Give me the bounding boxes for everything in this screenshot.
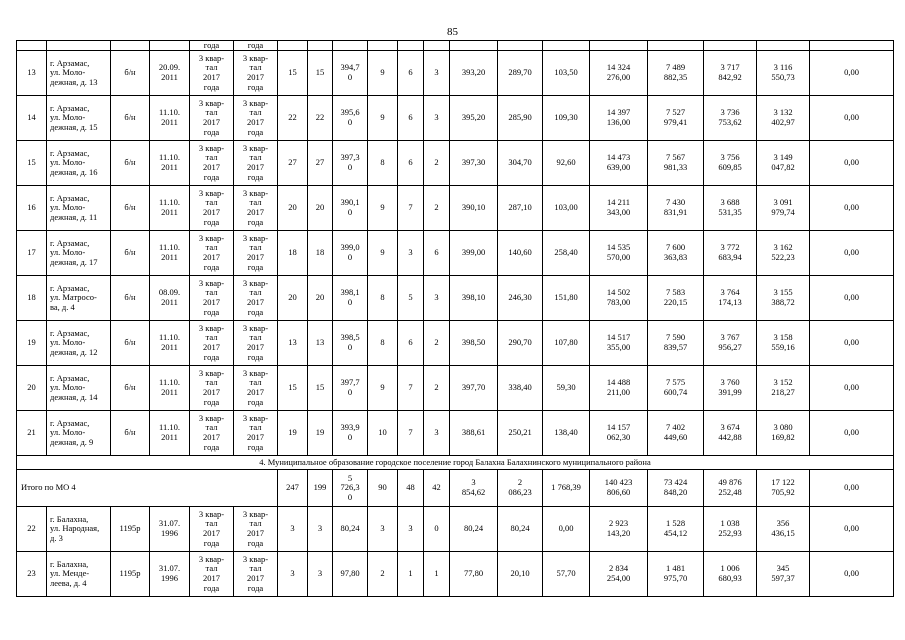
table-row (17, 552, 894, 597)
cell-n: 21 (17, 411, 47, 456)
cell-p2: 13 (308, 321, 333, 366)
cell-m4: 3 152 218,27 (757, 366, 810, 411)
cell-p1: 20 (278, 186, 308, 231)
cell-a2: 80,24 (450, 507, 498, 552)
cell-qh: 3 квар- тал 2017 года (190, 552, 234, 597)
cell-m1: 14 473 639,00 (590, 141, 648, 186)
total-f1: 90 (368, 470, 398, 507)
total-f3: 42 (424, 470, 450, 507)
cell-m2: 7 567 981,33 (648, 141, 704, 186)
cell-date: 11.10. 2011 (150, 366, 190, 411)
cell-addr: г. Арзамас, ул. Моло- дежная, д. 12 (47, 321, 111, 366)
cell-f2: 1 (398, 552, 424, 597)
cell-a2: 390,10 (450, 186, 498, 231)
cell-addr: г. Арзамас, ул. Моло- дежная, д. 17 (47, 231, 111, 276)
cell-m5: 0,00 (810, 411, 894, 456)
cell-m4: 3 116 550,73 (757, 51, 810, 96)
total-m4: 17 122 705,92 (757, 470, 810, 507)
cell-f2: 5 (398, 276, 424, 321)
cell-date: 31.07. 1996 (150, 507, 190, 552)
page-number: 85 (447, 26, 458, 38)
cell-p2: 3 (308, 552, 333, 597)
table-row (17, 186, 894, 231)
cell-m3: 3 688 531,35 (704, 186, 757, 231)
cell-a1: 397,7 0 (333, 366, 368, 411)
cell-a3: 140,60 (498, 231, 543, 276)
cell-a1: 97,80 (333, 552, 368, 597)
total-label: Итого по МО 4 (17, 470, 278, 507)
cell-date: 11.10. 2011 (150, 231, 190, 276)
cell-m1: 14 397 136,00 (590, 96, 648, 141)
cell-a1: 393,9 0 (333, 411, 368, 456)
cell-f3: 0 (424, 507, 450, 552)
total-m1: 140 423 806,60 (590, 470, 648, 507)
cell-a4: 107,80 (543, 321, 590, 366)
cell-m1: 2 923 143,20 (590, 507, 648, 552)
table-row (17, 411, 894, 456)
cell-a2: 388,61 (450, 411, 498, 456)
cell-qh: 3 квар- тал 2017 года (190, 276, 234, 321)
cell-n: 22 (17, 507, 47, 552)
cell-a3: 304,70 (498, 141, 543, 186)
cell-a1: 390,1 0 (333, 186, 368, 231)
cell-p1: 3 (278, 552, 308, 597)
cell-m3: 3 767 956,27 (704, 321, 757, 366)
cell-a3: 338,40 (498, 366, 543, 411)
cell-p2: 19 (308, 411, 333, 456)
cell-qe: 3 квар- тал 2017 года (234, 276, 278, 321)
cell-m1: 14 502 783,00 (590, 276, 648, 321)
cell-m5: 0,00 (810, 507, 894, 552)
cell-addr: г. Арзамас, ул. Моло- дежная, д. 15 (47, 96, 111, 141)
cell-m5: 0,00 (810, 366, 894, 411)
cell-m3: 3 756 609,85 (704, 141, 757, 186)
cell-m4: 3 158 559,16 (757, 321, 810, 366)
cell-m3: 3 717 842,92 (704, 51, 757, 96)
cell-p2: 15 (308, 366, 333, 411)
cell-doc: 1195р (111, 552, 150, 597)
cell-qe: 3 квар- тал 2017 года (234, 141, 278, 186)
cell-a2: 393,20 (450, 51, 498, 96)
cell-n: 23 (17, 552, 47, 597)
cell-f3: 3 (424, 276, 450, 321)
cell-m5: 0,00 (810, 141, 894, 186)
cell-m2: 7 402 449,60 (648, 411, 704, 456)
cell-p1: 27 (278, 141, 308, 186)
cell-a4: 59,30 (543, 366, 590, 411)
cell-date: 11.10. 2011 (150, 411, 190, 456)
cell-a1: 399,0 0 (333, 231, 368, 276)
total-row (17, 470, 894, 507)
cell-f1: 8 (368, 321, 398, 366)
cell-a2: 395,20 (450, 96, 498, 141)
cell-f3: 3 (424, 411, 450, 456)
cell-a4: 92,60 (543, 141, 590, 186)
cell-f1: 9 (368, 186, 398, 231)
cell-qh: 3 квар- тал 2017 года (190, 321, 234, 366)
cell-f3: 3 (424, 96, 450, 141)
cell-m5: 0,00 (810, 51, 894, 96)
cell-m1: 14 211 343,00 (590, 186, 648, 231)
cell-a4: 103,50 (543, 51, 590, 96)
cell-addr: г. Арзамас, ул. Моло- дежная, д. 13 (47, 51, 111, 96)
cell-date: 31.07. 1996 (150, 552, 190, 597)
cell-m3: 3 764 174,13 (704, 276, 757, 321)
cell-a4: 103,00 (543, 186, 590, 231)
cell-addr: г. Балахна, ул. Менде- леева, д. 4 (47, 552, 111, 597)
cell-addr: г. Балахна, ул. Народная, д. 3 (47, 507, 111, 552)
cell-a3: 285,90 (498, 96, 543, 141)
table-row (17, 276, 894, 321)
cell-f3: 1 (424, 552, 450, 597)
cell-p1: 15 (278, 51, 308, 96)
cell-qe: 3 квар- тал 2017 года (234, 321, 278, 366)
cell-doc: б/н (111, 231, 150, 276)
total-m3: 49 876 252,48 (704, 470, 757, 507)
cell-n: 15 (17, 141, 47, 186)
cell-m2: 7 430 831,91 (648, 186, 704, 231)
cell-a4: 0,00 (543, 507, 590, 552)
cell-doc: б/н (111, 321, 150, 366)
cell-n: 20 (17, 366, 47, 411)
cell-doc: б/н (111, 276, 150, 321)
total-p1: 247 (278, 470, 308, 507)
cell-a2: 398,50 (450, 321, 498, 366)
cell-f2: 3 (398, 231, 424, 276)
cell-p2: 27 (308, 141, 333, 186)
cell-f3: 3 (424, 51, 450, 96)
cell-doc: б/н (111, 366, 150, 411)
cell-p1: 13 (278, 321, 308, 366)
cell-m5: 0,00 (810, 231, 894, 276)
cell-m2: 7 600 363,83 (648, 231, 704, 276)
cell-qh: 3 квар- тал 2017 года (190, 366, 234, 411)
cell-date: 11.10. 2011 (150, 141, 190, 186)
cell-f2: 3 (398, 507, 424, 552)
cell-a3: 250,21 (498, 411, 543, 456)
cell-f2: 7 (398, 366, 424, 411)
cell-m1: 14 324 276,00 (590, 51, 648, 96)
cell-n: 18 (17, 276, 47, 321)
table-row (17, 231, 894, 276)
cell-f3: 2 (424, 366, 450, 411)
cell-n: 16 (17, 186, 47, 231)
cell-f2: 7 (398, 411, 424, 456)
cell-qh: 3 квар- тал 2017 года (190, 231, 234, 276)
cell-a1: 398,1 0 (333, 276, 368, 321)
cell-a3: 80,24 (498, 507, 543, 552)
cell-m4: 3 080 169,82 (757, 411, 810, 456)
cell-p1: 19 (278, 411, 308, 456)
cell-m2: 7 590 839,57 (648, 321, 704, 366)
cell-p2: 20 (308, 276, 333, 321)
cell-addr: г. Арзамас, ул. Матросо- ва, д. 4 (47, 276, 111, 321)
cell-a4: 151,80 (543, 276, 590, 321)
table-row (17, 96, 894, 141)
cell-p2: 18 (308, 231, 333, 276)
cell-doc: б/н (111, 186, 150, 231)
cell-f2: 6 (398, 96, 424, 141)
total-m2: 73 424 848,20 (648, 470, 704, 507)
cell-m1: 2 834 254,00 (590, 552, 648, 597)
table-row (17, 141, 894, 186)
cell-a1: 394,7 0 (333, 51, 368, 96)
cell-f3: 2 (424, 186, 450, 231)
cell-a2: 397,70 (450, 366, 498, 411)
cell-doc: б/н (111, 96, 150, 141)
cell-n: 19 (17, 321, 47, 366)
cell-m5: 0,00 (810, 321, 894, 366)
cell-m3: 3 772 683,94 (704, 231, 757, 276)
cell-addr: г. Арзамас, ул. Моло- дежная, д. 16 (47, 141, 111, 186)
cell-m3: 3 736 753,62 (704, 96, 757, 141)
cell-qh: 3 квар- тал 2017 года (190, 51, 234, 96)
cell-doc: 1195р (111, 507, 150, 552)
cell-m2: 7 575 600,74 (648, 366, 704, 411)
cell-qh: 3 квар- тал 2017 года (190, 186, 234, 231)
cell-m1: 14 535 570,00 (590, 231, 648, 276)
total-a2: 3 854,62 (450, 470, 498, 507)
cell-qh: 3 квар- тал 2017 года (190, 141, 234, 186)
cell-f3: 2 (424, 141, 450, 186)
cell-a1: 397,3 0 (333, 141, 368, 186)
cell-m2: 1 481 975,70 (648, 552, 704, 597)
cell-qh: 3 квар- тал 2017 года (190, 96, 234, 141)
section-title: 4. Муниципальное образование городское поселение город Балахна Балахнинского муниципального района (17, 456, 894, 470)
cell-qh: 3 квар- тал 2017 года (190, 507, 234, 552)
cell-qh: 3 квар- тал 2017 года (190, 411, 234, 456)
cell-f2: 6 (398, 51, 424, 96)
total-m5: 0,00 (810, 470, 894, 507)
total-f2: 48 (398, 470, 424, 507)
cell-a4: 57,70 (543, 552, 590, 597)
cell-m1: 14 488 211,00 (590, 366, 648, 411)
total-p2: 199 (308, 470, 333, 507)
cell-m2: 7 489 882,35 (648, 51, 704, 96)
cell-m3: 3 760 391,99 (704, 366, 757, 411)
cell-f1: 9 (368, 96, 398, 141)
cell-quarter-end: года (234, 41, 278, 51)
cell-p1: 18 (278, 231, 308, 276)
cell-a4: 109,30 (543, 96, 590, 141)
cell-m2: 1 528 454,12 (648, 507, 704, 552)
cell-p2: 15 (308, 51, 333, 96)
cell-m3: 1 038 252,93 (704, 507, 757, 552)
cell-qe: 3 квар- тал 2017 года (234, 366, 278, 411)
cell-doc: б/н (111, 51, 150, 96)
cell-f1: 10 (368, 411, 398, 456)
cell-m5: 0,00 (810, 276, 894, 321)
cell-m4: 3 132 402,97 (757, 96, 810, 141)
cell-f3: 6 (424, 231, 450, 276)
cell-m4: 345 597,37 (757, 552, 810, 597)
cell-f1: 2 (368, 552, 398, 597)
cell-qe: 3 квар- тал 2017 года (234, 507, 278, 552)
cell-p1: 15 (278, 366, 308, 411)
cell-m4: 3 162 522,23 (757, 231, 810, 276)
cell-m5: 0,00 (810, 186, 894, 231)
section-row (17, 456, 894, 470)
cell-f1: 9 (368, 51, 398, 96)
cell-p1: 3 (278, 507, 308, 552)
cell-addr: г. Арзамас, ул. Моло- дежная, д. 11 (47, 186, 111, 231)
cell-a1: 395,6 0 (333, 96, 368, 141)
cell-date: 11.10. 2011 (150, 96, 190, 141)
cell-doc: б/н (111, 141, 150, 186)
cell-f2: 6 (398, 141, 424, 186)
cell-date: 20.09. 2011 (150, 51, 190, 96)
cell-f2: 6 (398, 321, 424, 366)
cell-doc: б/н (111, 411, 150, 456)
cell-qe: 3 квар- тал 2017 года (234, 231, 278, 276)
table-row-top (17, 41, 894, 51)
cell-a3: 289,70 (498, 51, 543, 96)
cell-f1: 8 (368, 276, 398, 321)
cell-m5: 0,00 (810, 552, 894, 597)
cell-qe: 3 квар- тал 2017 года (234, 186, 278, 231)
cell-qe: 3 квар- тал 2017 года (234, 51, 278, 96)
cell-m1: 14 517 355,00 (590, 321, 648, 366)
cell-addr: г. Арзамас, ул. Моло- дежная, д. 14 (47, 366, 111, 411)
table-row (17, 366, 894, 411)
cell-n: 17 (17, 231, 47, 276)
cell-f1: 9 (368, 231, 398, 276)
table-row (17, 507, 894, 552)
cell-a3: 287,10 (498, 186, 543, 231)
cell-date: 11.10. 2011 (150, 321, 190, 366)
cell-a2: 398,10 (450, 276, 498, 321)
cell-a4: 258,40 (543, 231, 590, 276)
cell-p2: 3 (308, 507, 333, 552)
table-row (17, 51, 894, 96)
cell-m4: 3 091 979,74 (757, 186, 810, 231)
cell-m1: 14 157 062,30 (590, 411, 648, 456)
cell-date: 11.10. 2011 (150, 186, 190, 231)
cell-m2: 7 583 220,15 (648, 276, 704, 321)
total-a3: 2 086,23 (498, 470, 543, 507)
cell-f1: 9 (368, 366, 398, 411)
cell-f1: 8 (368, 141, 398, 186)
cell-n: 13 (17, 51, 47, 96)
cell-a4: 138,40 (543, 411, 590, 456)
cell-a3: 290,70 (498, 321, 543, 366)
cell-qe: 3 квар- тал 2017 года (234, 411, 278, 456)
cell-a1: 80,24 (333, 507, 368, 552)
cell-a2: 399,00 (450, 231, 498, 276)
cell-addr: г. Арзамас, ул. Моло- дежная, д. 9 (47, 411, 111, 456)
cell-m3: 1 006 680,93 (704, 552, 757, 597)
housing-table (16, 40, 894, 597)
cell-a3: 246,30 (498, 276, 543, 321)
cell-m4: 356 436,15 (757, 507, 810, 552)
cell-date: 08.09. 2011 (150, 276, 190, 321)
cell-p2: 22 (308, 96, 333, 141)
cell-qe: 3 квар- тал 2017 года (234, 552, 278, 597)
total-a1: 5 726,3 0 (333, 470, 368, 507)
cell-p2: 20 (308, 186, 333, 231)
cell-a3: 20,10 (498, 552, 543, 597)
cell-m2: 7 527 979,41 (648, 96, 704, 141)
cell-f2: 7 (398, 186, 424, 231)
cell-a2: 77,80 (450, 552, 498, 597)
cell-qe: 3 квар- тал 2017 года (234, 96, 278, 141)
cell-m4: 3 155 388,72 (757, 276, 810, 321)
table-row (17, 321, 894, 366)
cell-m5: 0,00 (810, 96, 894, 141)
cell-m4: 3 149 047,82 (757, 141, 810, 186)
total-a4: 1 768,39 (543, 470, 590, 507)
cell-p1: 20 (278, 276, 308, 321)
cell-f1: 3 (368, 507, 398, 552)
cell-m3: 3 674 442,88 (704, 411, 757, 456)
cell-a1: 398,5 0 (333, 321, 368, 366)
cell-f3: 2 (424, 321, 450, 366)
cell-p1: 22 (278, 96, 308, 141)
cell-quarter-house: года (190, 41, 234, 51)
cell-a2: 397,30 (450, 141, 498, 186)
cell-n: 14 (17, 96, 47, 141)
